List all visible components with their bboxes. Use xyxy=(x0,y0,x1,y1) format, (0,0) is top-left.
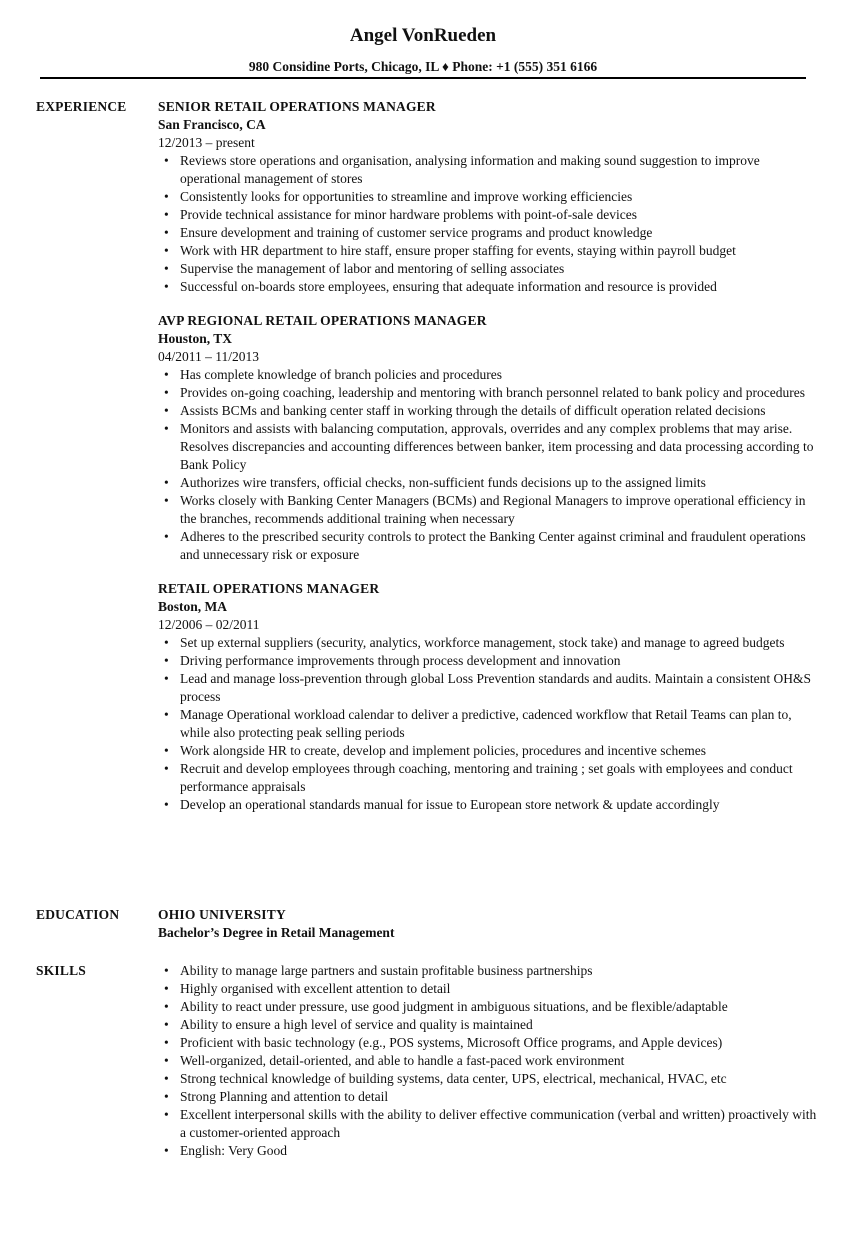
job-bullet: • Set up external suppliers (security, analytics, workforce management, stock take) and manage to agreed budgets xyxy=(180,634,818,652)
job-bullets xyxy=(158,152,818,296)
skill-item: • Ability to ensure a high level of service and quality is maintained xyxy=(180,1016,818,1034)
skill-item: • Ability to manage large partners and sustain profitable business partnerships xyxy=(180,962,818,980)
job-bullet: • Authorizes wire transfers, official checks, non-sufficient funds decisions up to the assigned limits xyxy=(180,474,818,492)
job-location: Boston, MA xyxy=(158,599,228,614)
job-bullet: • Driving performance improvements through process development and innovation xyxy=(180,652,818,670)
job-bullet: • Consistently looks for opportunities to streamline and improve working efficiencies xyxy=(180,188,818,206)
contact-line: 980 Considine Ports, Chicago, IL ♦ Phone: +1 (555) 351 6166 xyxy=(248,59,598,74)
job-bullet: • Supervise the management of labor and mentoring of selling associates xyxy=(180,260,818,278)
job-bullet: • Develop an operational standards manual for issue to European store network & update accordingly xyxy=(180,796,818,814)
section-label-skills: SKILLS xyxy=(36,963,86,978)
job-bullet: • Manage Operational workload calendar to deliver a predictive, cadenced workflow that Retail Teams can plan to, while also protecting peak selling periods xyxy=(180,706,818,742)
job-bullet: • Provides on-going coaching, leadership and mentoring with branch personnel related to bank policy and procedures xyxy=(180,384,818,402)
skill-item: • Ability to react under pressure, use good judgment in ambiguous situations, and be flexible/adaptable xyxy=(180,998,818,1016)
skill-item: • Proficient with basic technology (e.g., POS systems, Microsoft Office programs, and Apple devices) xyxy=(180,1034,818,1052)
skill-item: • English: Very Good xyxy=(180,1142,818,1160)
job-bullet: • Work with HR department to hire staff, ensure proper staffing for events, staying within payroll budget xyxy=(180,242,818,260)
section-label-experience: EXPERIENCE xyxy=(36,99,127,114)
job-bullet: • Reviews store operations and organisation, analysing information and making sound suggestion to improve operational management of stores xyxy=(180,152,818,188)
experience-list xyxy=(158,98,818,830)
job-location: Houston, TX xyxy=(158,331,233,346)
job-bullet: • Lead and manage loss-prevention through global Loss Prevention standards and audits. Maintain a consistent OH&S process xyxy=(180,670,818,706)
job-title: SENIOR RETAIL OPERATIONS MANAGER xyxy=(158,99,436,114)
job-bullet: • Provide technical assistance for minor hardware problems with point-of-sale devices xyxy=(180,206,818,224)
job-title: AVP REGIONAL RETAIL OPERATIONS MANAGER xyxy=(158,313,487,328)
job-entry xyxy=(158,98,818,296)
education-school: OHIO UNIVERSITY xyxy=(158,907,286,922)
job-entry xyxy=(158,312,818,564)
job-bullet: • Work alongside HR to create, develop and implement policies, procedures and incentive schemes xyxy=(180,742,818,760)
job-dates: 04/2011 – 11/2013 xyxy=(158,349,259,364)
header-divider xyxy=(40,77,806,79)
education-entry xyxy=(158,906,818,942)
skill-item: • Highly organised with excellent attention to detail xyxy=(180,980,818,998)
skills-list xyxy=(158,962,818,1160)
skill-item: • Well-organized, detail-oriented, and able to handle a fast-paced work environment xyxy=(180,1052,818,1070)
candidate-name: Angel VonRueden xyxy=(349,25,497,46)
job-bullet: • Ensure development and training of customer service programs and product knowledge xyxy=(180,224,818,242)
job-bullet: • Recruit and develop employees through coaching, mentoring and training ; set goals with employees and conduct performance appraisals xyxy=(180,760,818,796)
job-bullet: • Monitors and assists with balancing computation, approvals, overrides and any complex problems that may arise. Resolves discrepancies and accounting differences between banker, item processing and data processing according to Bank Policy xyxy=(180,420,818,474)
job-bullets xyxy=(158,366,818,564)
job-bullet: • Adheres to the prescribed security controls to protect the Banking Center against criminal and fraudulent operations and unnecessary risk or exposure xyxy=(180,528,818,564)
job-bullet: • Has complete knowledge of branch policies and procedures xyxy=(180,366,818,384)
job-bullet: • Assists BCMs and banking center staff in working through the details of difficult operation related decisions xyxy=(180,402,818,420)
job-title: RETAIL OPERATIONS MANAGER xyxy=(158,581,380,596)
section-label-education: EDUCATION xyxy=(36,907,120,922)
skill-item: • Strong Planning and attention to detail xyxy=(180,1088,818,1106)
job-entry xyxy=(158,580,818,814)
skills-section xyxy=(158,962,818,1160)
education-degree: Bachelor’s Degree in Retail Management xyxy=(158,925,395,940)
job-bullet: • Successful on-boards store employees, ensuring that adequate information and resource is provided xyxy=(180,278,818,296)
job-bullets xyxy=(158,634,818,814)
job-dates: 12/2013 – present xyxy=(158,135,255,150)
job-bullet: • Works closely with Banking Center Managers (BCMs) and Regional Managers to improve operational efficiency in the branches, recommends additional training when necessary xyxy=(180,492,818,528)
skill-item: • Strong technical knowledge of building systems, data center, UPS, electrical, mechanical, HVAC, etc xyxy=(180,1070,818,1088)
skill-item: • Excellent interpersonal skills with the ability to deliver effective communication (verbal and written) proactively with a customer-oriented approach xyxy=(180,1106,818,1142)
job-dates: 12/2006 – 02/2011 xyxy=(158,617,260,632)
job-location: San Francisco, CA xyxy=(158,117,266,132)
